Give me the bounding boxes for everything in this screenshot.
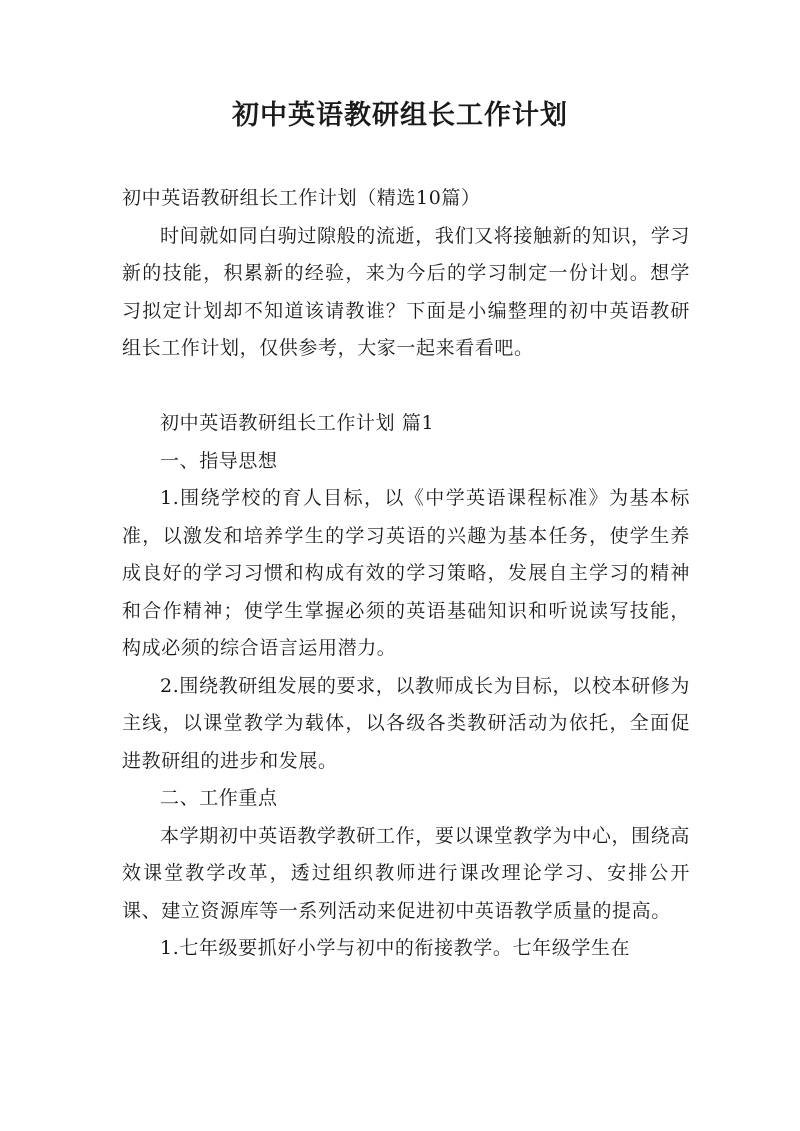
blank-line — [122, 368, 690, 406]
heading-guiding-ideology: 一、指导思想 — [160, 449, 278, 472]
paragraph-item-1: 1.围绕学校的育人目标，以《中学英语课程标准》为基本标准，以激发和培养学生的学习英语的兴趣为基本任务，使学生养成良好的学习习惯和构成有效的学习策略，发展自主学习的精神和合作精神；使学生掌握必须的英语基础知识和听说读写技能，构成必须的综合语言运用潜力。 — [122, 487, 690, 659]
section-title: 初中英语教研组长工作计划 篇1 — [160, 412, 435, 434]
paragraph-item-2: 2.围绕教研组发展的要求，以教师成长为目标，以校本研修为主线，以课堂教学为载体，以各级各类教研活动为依托，全面促进教研组的进步和发展。 — [122, 674, 690, 772]
paragraph-grade-seven: 1.七年级要抓好小学与初中的衔接教学。七年级学生在 — [160, 937, 631, 959]
document-subtitle: 初中英语教研组长工作计划（精选10篇） — [122, 187, 481, 209]
paragraph-work-focus: 本学期初中英语教学教研工作，要以课堂教学为中心，围绕高效课堂教学改革，透过组织教师进行课改理论学习、安排公开课、建立资源库等一系列活动来促进初中英语教学质量的提高。 — [122, 824, 690, 922]
document-body — [122, 180, 690, 968]
document-title: 初中英语教研组长工作计划 — [232, 100, 568, 131]
heading-work-focus: 二、工作重点 — [160, 787, 278, 809]
intro-paragraph: 时间就如同白驹过隙般的流逝，我们又将接触新的知识，学习新的技能，积累新的经验，来为今后的学习制定一份计划。想学习拟定计划却不知道该请教谁？下面是小编整理的初中英语教研组长工作计划，仅供参考，大家一起来看看吧。 — [122, 224, 690, 359]
